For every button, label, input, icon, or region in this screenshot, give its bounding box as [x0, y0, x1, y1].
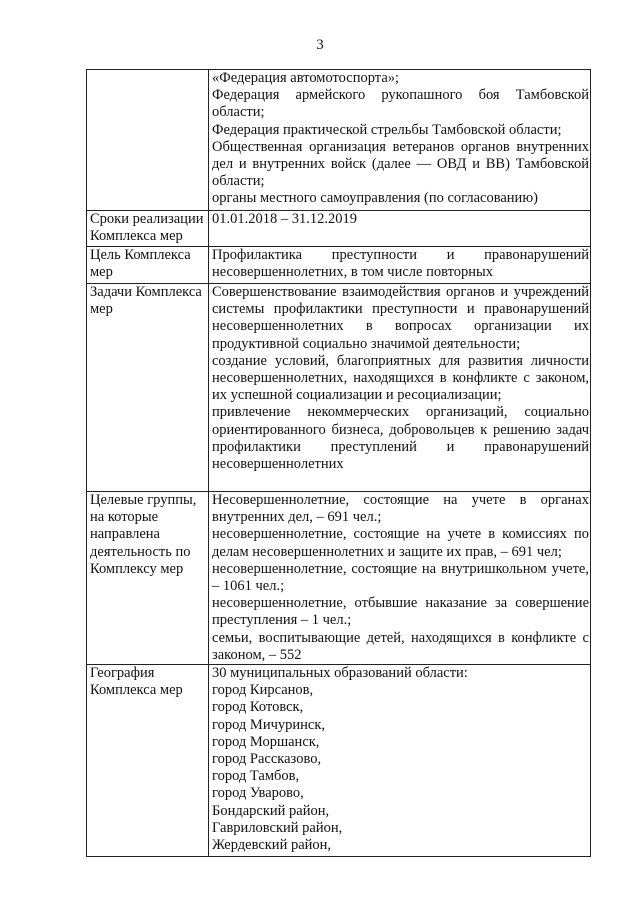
- row-content: [209, 492, 591, 665]
- list-item: Несовершеннолетние, состоящие на учете в органах внутренних дел, – 691 чел.;: [212, 492, 589, 526]
- table-row-geography: [87, 665, 591, 857]
- table-row-target-groups: [87, 492, 591, 665]
- list-item: Совершенствование взаимодействия органов и учреждений системы профилактики преступности и правонарушений несовершеннолетних в вопросах организации их продуктивной социально значимой деятельности;: [212, 284, 589, 352]
- list-item: органы местного самоуправления (по согласованию): [212, 190, 538, 207]
- row-label: Задачи Комплекса мер: [87, 284, 209, 492]
- table-row-tasks: [87, 284, 591, 492]
- row-content: [209, 211, 591, 247]
- row-content: [209, 247, 591, 284]
- row-label: Цель Комплекса мер: [87, 247, 209, 284]
- list-item: Гавриловский район,: [212, 819, 343, 836]
- list-item: город Уварово,: [212, 785, 304, 802]
- list-item: 30 муниципальных образований области:: [212, 665, 468, 682]
- list-item: несовершеннолетние, состоящие на учете в комиссиях по делам несовершеннолетних и защите их прав, – 691 чел;: [212, 526, 589, 560]
- list-item: город Котовск,: [212, 699, 304, 716]
- table-row-organizations: [87, 70, 591, 211]
- row-label: Целевые группы, на которые направлена деятельность по Комплексу мер: [87, 492, 209, 665]
- row-label: Сроки реализации Комплекса мер: [87, 211, 209, 247]
- row-content: [209, 70, 591, 211]
- list-item: Бондарский район,: [212, 802, 330, 819]
- row-label: География Комплекса мер: [87, 665, 209, 857]
- list-item: город Рассказово,: [212, 751, 322, 768]
- list-item: город Мичуринск,: [212, 716, 325, 733]
- list-item: Жердевский район,: [212, 837, 332, 854]
- list-item: Федерация практической стрельбы Тамбовской области;: [212, 121, 562, 138]
- list-item: Общественная организация ветеранов органов внутренних дел и внутренних войск (далее — ОВД и ВВ) Тамбовской области;: [212, 138, 589, 190]
- row-content: [209, 284, 591, 492]
- list-item: несовершеннолетние, состоящие на внутришкольном учете, – 1061 чел.;: [212, 560, 589, 595]
- table-row-goal: [87, 247, 591, 284]
- list-item: создание условий, благоприятных для развития личности несовершеннолетних, находящихся в конфликте с законом, их успешной социализации и ресоциализации;: [212, 352, 589, 404]
- page-number: 3: [316, 37, 324, 53]
- list-item: Федерация армейского рукопашного боя Тамбовской области;: [212, 87, 589, 121]
- list-item: несовершеннолетние, отбывшие наказание за совершение преступления – 1 чел.;: [212, 595, 589, 629]
- program-passport-table: [86, 69, 591, 857]
- list-item: город Тамбов,: [212, 768, 300, 785]
- list-item: «Федерация автомотоспорта»;: [212, 70, 400, 86]
- list-item: город Кирсанов,: [212, 682, 314, 699]
- list-item: семьи, воспитывающие детей, находящихся в конфликте с законом, – 552: [212, 629, 589, 663]
- list-item: город Моршанск,: [212, 733, 320, 750]
- table-row-timeline: [87, 211, 591, 247]
- list-item: Профилактика преступности и правонарушений несовершеннолетних, в том числе повторных: [212, 247, 589, 281]
- row-label: [87, 70, 209, 211]
- list-item: 01.01.2018 – 31.12.2019: [212, 211, 357, 227]
- list-item: привлечение некоммерческих организаций, социально ориентированного бизнеса, добровольцев к решению задач профилактики преступлений и правонарушений несовершеннолетних: [212, 404, 589, 473]
- row-content: [209, 665, 591, 857]
